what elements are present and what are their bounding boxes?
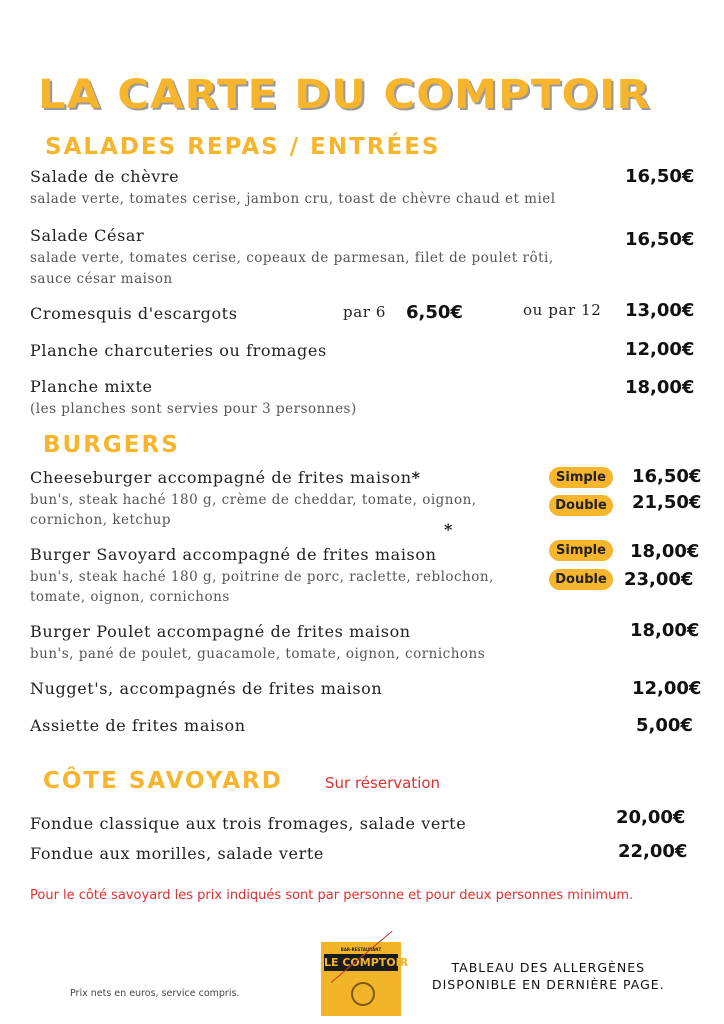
item-desc: salade verte, tomates cerise, copeaux de parmesan, filet de poulet rôti, <box>30 250 554 266</box>
item-name: Fondue aux morilles, salade verte <box>30 844 324 863</box>
item-desc: bun's, steak haché 180 g, crème de cheddar, tomate, oignon, <box>30 492 477 508</box>
item-name: Salade César <box>30 226 145 245</box>
item-name: Planche mixte <box>30 377 153 396</box>
allergens-line-1: TABLEAU DES ALLERGÈNES <box>451 960 646 975</box>
reservation-note: Sur réservation <box>325 774 441 792</box>
option-label: par 6 <box>343 303 387 321</box>
item-price: 22,00€ <box>618 841 688 862</box>
section-title-salades: SALADES REPAS / ENTRÉES <box>45 134 441 160</box>
logo-subtitle: BAR-RESTAURANT <box>340 947 382 952</box>
item-desc: tomate, oignon, cornichons <box>30 589 230 605</box>
item-name: Burger Savoyard accompagné de frites maison <box>30 545 437 564</box>
simple-badge: Simple <box>549 467 613 488</box>
item-price: 5,00€ <box>636 715 693 736</box>
page-title: LA CARTE DU COMPTOIR <box>38 72 651 118</box>
item-price: 12,00€ <box>625 339 695 360</box>
item-desc: bun's, pané de poulet, guacamole, tomate, oignon, cornichons <box>30 646 486 662</box>
item-price: 12,00€ <box>632 678 702 699</box>
item-name: Assiette de frites maison <box>30 716 246 735</box>
item-price: 21,50€ <box>632 492 702 513</box>
option-label: ou par 12 <box>523 301 602 319</box>
item-price: 13,00€ <box>625 300 695 321</box>
allergens-line-2: DISPONIBLE EN DERNIÈRE PAGE. <box>432 977 665 992</box>
item-desc: salade verte, tomates cerise, jambon cru, toast de chèvre chaud et miel <box>30 191 556 207</box>
asterisk-mark: * <box>444 520 453 539</box>
item-name: Fondue classique aux trois fromages, salade verte <box>30 814 467 833</box>
savoyard-footnote: Pour le côté savoyard les prix indiqués sont par personne et pour deux personnes minimum. <box>30 888 634 903</box>
item-price: 16,50€ <box>625 166 695 187</box>
prices-note: Prix nets en euros, service compris. <box>70 988 240 999</box>
item-price: 20,00€ <box>616 807 686 828</box>
double-badge: Double <box>549 495 613 516</box>
simple-badge: Simple <box>549 540 613 561</box>
item-price: 23,00€ <box>624 569 694 590</box>
item-price: 16,50€ <box>632 466 702 487</box>
item-name: Planche charcuteries ou fromages <box>30 341 327 360</box>
restaurant-logo <box>321 942 409 1016</box>
item-name: Cromesquis d'escargots <box>30 304 238 323</box>
item-price: 18,00€ <box>630 541 700 562</box>
item-price: 6,50€ <box>406 302 463 323</box>
section-title-burgers: BURGERS <box>43 432 180 458</box>
section-title-savoyard: CÔTE SAVOYARD <box>43 768 283 794</box>
logo-emblem-icon <box>351 982 375 1006</box>
allergens-note <box>432 959 665 993</box>
item-desc: cornichon, ketchup <box>30 512 172 528</box>
item-name: Cheeseburger accompagné de frites maison* <box>30 468 421 487</box>
double-badge: Double <box>549 569 613 590</box>
item-price: 18,00€ <box>625 377 695 398</box>
item-name: Burger Poulet accompagné de frites maison <box>30 622 411 641</box>
item-name: Salade de chèvre <box>30 167 180 186</box>
item-desc: bun's, steak haché 180 g, poitrine de porc, raclette, reblochon, <box>30 569 494 585</box>
item-desc: (les planches sont servies pour 3 personnes) <box>30 401 357 417</box>
item-price: 18,00€ <box>630 620 700 641</box>
item-name: Nugget's, accompagnés de frites maison <box>30 679 383 698</box>
logo-text: LE COMPTOIR <box>324 956 409 969</box>
item-desc: sauce césar maison <box>30 271 173 287</box>
item-price: 16,50€ <box>625 229 695 250</box>
